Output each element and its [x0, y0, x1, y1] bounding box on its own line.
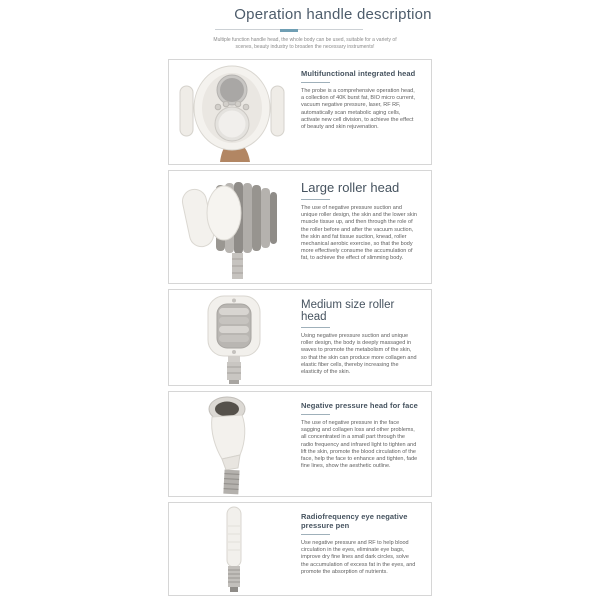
title-divider — [215, 29, 363, 30]
face-head-illustration — [172, 393, 292, 495]
eye-pen-text — [295, 503, 431, 595]
title-accent-dash — [280, 29, 298, 32]
section-description: Use negative pressure and RF to help blood circulation in the eyes, eliminate eye bags, improve dry fine lines and dark circles, solve the accumulation of excess fat in the eyes, and promote the absorption of nutrients. — [301, 540, 416, 575]
section-heading: Negative pressure head for face — [301, 401, 418, 410]
medium-roller-head-text — [295, 290, 431, 385]
medium-roller-head-image — [169, 290, 295, 385]
section-negative-pressure-head-for-face — [168, 391, 432, 497]
section-multifunctional-integrated-head — [168, 59, 432, 165]
medium-roller-head-illustration — [172, 292, 292, 384]
section-large-roller-head — [168, 170, 432, 284]
heading-divider — [301, 534, 330, 535]
handle-sections — [168, 59, 432, 596]
section-description: The probe is a comprehensive operation head, a collection of 40K burst fat, BIO micro current, vacuum negative pressure, laser, RF RF, automatically scan metabolic aging cells, activate new cell division, to achieve the effect of beauty and skin rejuvenation. — [301, 88, 416, 131]
section-heading: Large roller head — [301, 180, 400, 195]
page-title: Operation handle description — [234, 6, 432, 23]
section-heading: Medium size roller head — [301, 299, 395, 323]
heading-divider — [301, 199, 330, 200]
section-description: The use of negative pressure suction and unique roller design, the skin and the lower skin muscle tissue up, and then through the role of the roller before and after the vacuum suction, the skin and fat tissue suction, knead, roller mechanical aerobic exercise, so that the body more effectively consume the accumulation of fat, to achieve the effect of slimming body. — [301, 205, 417, 262]
eye-pen-image — [169, 503, 295, 595]
page-subtitle: Multiple function handle head, the whole body can be used, suitable for a variety of scenes, beauty industry to broaden the necessary instruments! — [213, 37, 397, 50]
section-heading: Radiofrequency eye negative pressure pen — [301, 512, 408, 530]
large-roller-head-text — [295, 171, 431, 283]
section-description: The use of negative pressure in the face sagging and collagen loss and other problems, all concentrated in a small part through the radio frequency and infrared light to tighten and lift the skin, promote the blood circulation of the face, help the face to enhance and tighten, fade fine lines, show the aesthetic outline. — [301, 420, 418, 470]
heading-divider — [301, 82, 330, 83]
large-roller-head-illustration — [172, 173, 292, 281]
section-medium-size-roller-head — [168, 289, 432, 386]
multifunctional-head-image — [169, 60, 295, 164]
page-header — [0, 0, 600, 50]
face-head-image — [169, 392, 295, 496]
heading-divider — [301, 327, 330, 328]
section-description: Using negative pressure suction and unique roller design, the body is deeply massaged in waves to promote the metabolism of the skin, so that the skin can produce more collagen and elastic fiber cells, thereby increasing the elasticity of the skin. — [301, 333, 417, 376]
eye-pen-illustration — [172, 504, 292, 594]
section-heading: Multifunctional integrated head — [301, 69, 416, 78]
section-radiofrequency-eye-pen — [168, 502, 432, 596]
heading-divider — [301, 414, 330, 415]
large-roller-head-image — [169, 171, 295, 283]
multifunctional-head-illustration — [172, 62, 292, 162]
face-head-text — [295, 392, 431, 496]
multifunctional-head-text — [295, 60, 431, 164]
